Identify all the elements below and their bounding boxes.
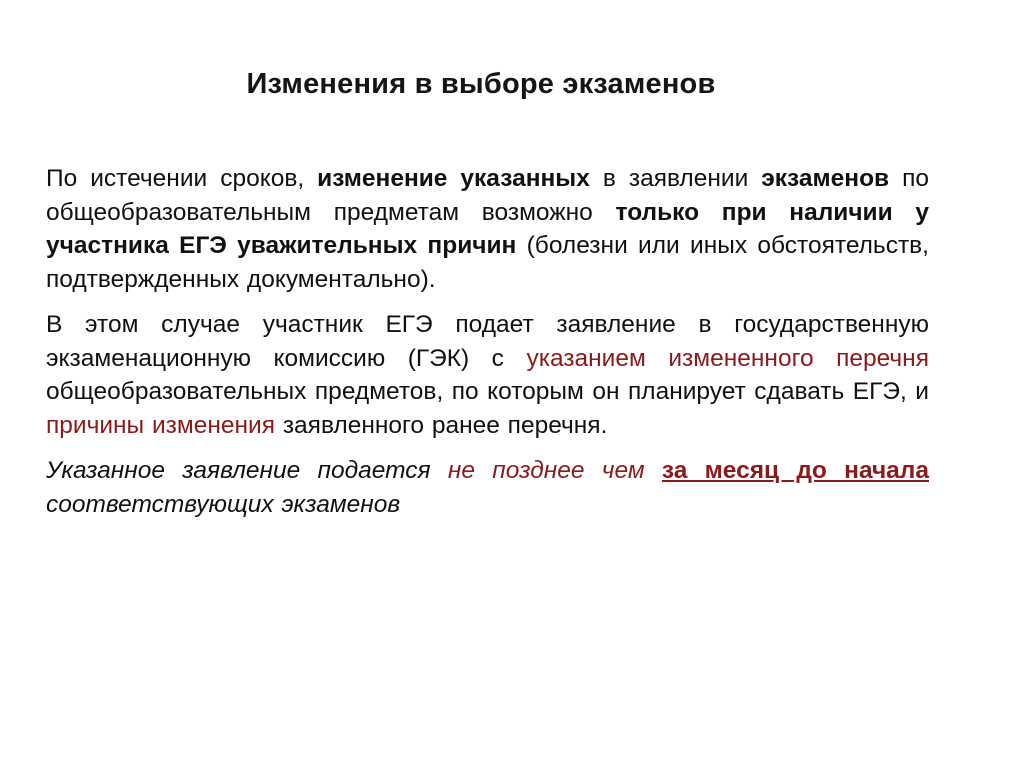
p1-bold-3: только при наличии у участника ЕГЭ уважительных причин xyxy=(46,198,929,259)
p3-highlight-1: не позднее чем xyxy=(447,457,645,484)
p2-text-1: В этом случае участник ЕГЭ подает заявление в государственную экзаменационную комиссию (ГЭК) с xyxy=(46,311,929,372)
p3-text-2: соответствующих экзаменов xyxy=(46,490,401,518)
p3-deadline: за месяц до начала xyxy=(661,457,929,484)
paragraph-3 xyxy=(46,454,929,521)
p1-text-2: в заявлении xyxy=(589,165,762,192)
slide-title: Изменения в выборе экзаменов xyxy=(246,68,716,100)
p3-text-1: Указанное заявление подается xyxy=(46,457,448,484)
p2-text-2: общеобразовательных предметов, по которым он планирует сдавать ЕГЭ, и xyxy=(46,378,929,405)
p1-text-3: по общеобразовательным предметам возможно xyxy=(46,165,929,226)
p2-text-3: заявленного ранее перечня. xyxy=(275,411,608,439)
paragraph-1 xyxy=(46,162,929,296)
p2-highlight-1: указанием измененного перечня xyxy=(526,344,929,372)
p1-text-4: (болезни или иных обстоятельств, подтвержденных документально). xyxy=(46,232,929,293)
p1-bold-1: изменение указанных xyxy=(317,165,590,192)
p2-highlight-2: причины изменения xyxy=(46,411,276,439)
p1-text-1: По истечении сроков, xyxy=(46,165,318,192)
slide-body xyxy=(46,162,929,533)
p1-bold-2: экзаменов xyxy=(761,165,890,192)
paragraph-2 xyxy=(46,308,929,442)
p3-space xyxy=(645,457,662,484)
